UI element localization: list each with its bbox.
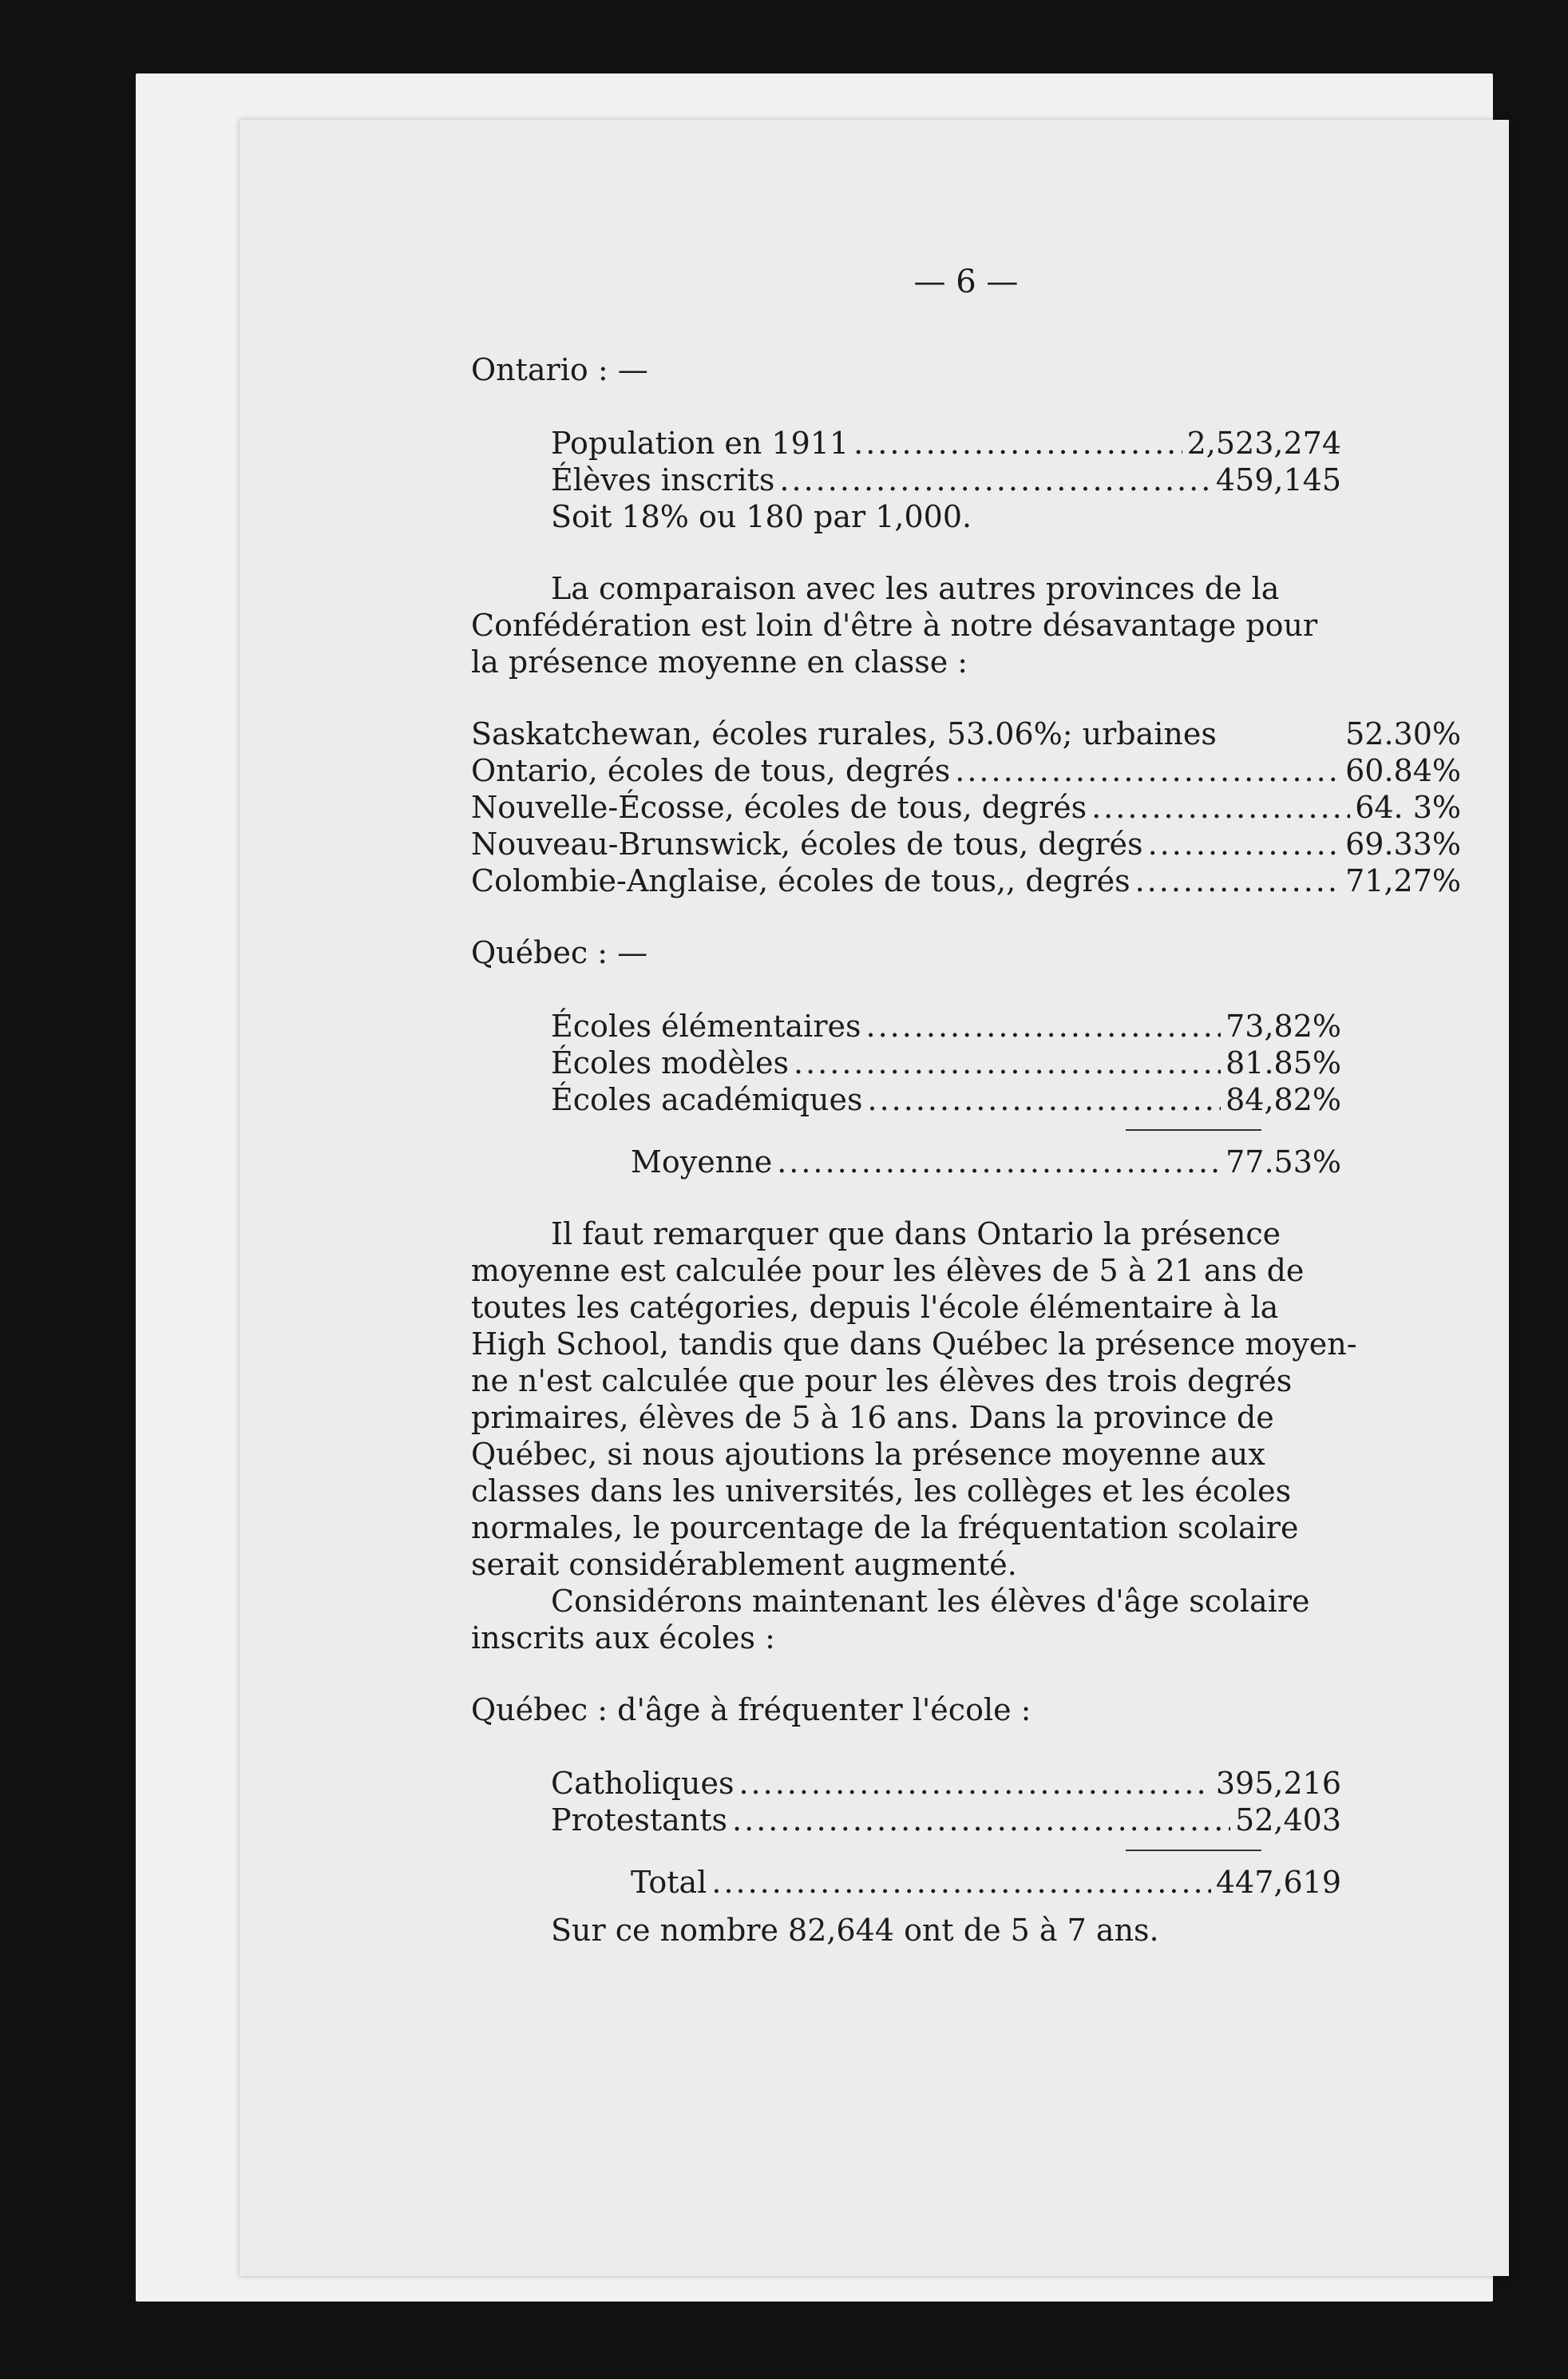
province-row [471,752,1461,789]
average-label: Moyenne [631,1144,773,1180]
dot-leader [1135,862,1341,899]
comparison-line: La comparaison avec les autres provinces de la [551,571,1280,606]
province-row [471,789,1461,826]
province-label: Saskatchewan, écoles rurales, 53.06%; urbaines [471,716,1217,751]
religion-row [551,1802,1341,1838]
consider-paragraph [471,1583,1461,1656]
religion-value: 52,403 [1235,1802,1341,1838]
age-note: Sur ce nombre 82,644 ont de 5 à 7 ans. [551,1913,1159,1948]
province-row [471,862,1461,899]
school-value: 73,82% [1225,1009,1341,1044]
dot-leader [868,1081,1222,1118]
province-value: 52.30% [1345,716,1461,751]
comparison-line: Confédération est loin d'être à notre désavantage pour [471,608,1318,643]
remark-paragraph [471,1215,1461,1583]
religion-value: 395,216 [1215,1766,1341,1801]
school-label: Écoles modèles [551,1045,789,1080]
dot-leader [865,1008,1221,1045]
province-value: 69.33% [1345,827,1461,862]
province-label: Nouveau-Brunswick, écoles de tous, degrés [471,827,1143,862]
school-value: 81.85% [1225,1045,1341,1080]
remark-line: High School, tandis que dans Québec la présence moyen- [471,1326,1357,1362]
dot-leader [711,1864,1211,1901]
comparison-line: la présence moyenne en classe : [471,644,968,680]
dot-leader [794,1045,1221,1081]
province-label: Colombie-Anglaise, écoles de tous,, degrés [471,863,1130,898]
page-number: — 6 — [913,264,1019,300]
province-row [471,716,1461,752]
province-value: 64. 3% [1355,790,1461,825]
quebec-age-heading: Québec : d'âge à fréquenter l'école : [471,1692,1031,1727]
population-value: 2,523,274 [1186,426,1341,461]
total-label: Total [631,1865,707,1900]
dot-leader [955,752,1340,789]
page-content [471,264,1461,1949]
remark-line: toutes les catégories, depuis l'école élémentaire à la [471,1290,1279,1325]
dot-leader [1148,826,1341,862]
school-row [551,1045,1341,1081]
ontario-stats [471,425,1461,535]
dot-leader [738,1765,1210,1802]
school-label: Écoles académiques [551,1082,863,1117]
eleves-value: 459,145 [1215,462,1341,498]
religion-label: Protestants [551,1802,728,1838]
sum-rule [1126,1850,1261,1851]
total-row [551,1864,1341,1901]
quebec-age-stats [471,1765,1461,1838]
remark-line: ne n'est calculée que pour les élèves des trois degrés [471,1363,1293,1398]
quebec-age-total [471,1864,1461,1949]
eleves-row [551,462,1341,498]
dot-leader [779,462,1210,498]
ontario-ratio: Soit 18% ou 180 par 1,000. [551,499,972,534]
dot-leader [1091,789,1350,826]
school-row [551,1081,1341,1118]
population-row [551,425,1341,462]
sum-rule [1126,1129,1261,1131]
average-value: 77.53% [1225,1144,1341,1180]
quebec-schools [471,1008,1461,1118]
total-value: 447,619 [1215,1865,1341,1900]
school-row [551,1008,1341,1045]
consider-line: Considérons maintenant les élèves d'âge scolaire [551,1584,1310,1619]
dot-leader [853,425,1182,462]
province-value: 60.84% [1345,753,1461,788]
eleves-label: Élèves inscrits [551,462,775,498]
dot-leader [732,1802,1230,1838]
ontario-heading: Ontario : — [471,352,648,387]
average-row [551,1144,1341,1180]
province-value: 71,27% [1345,863,1461,898]
province-label: Ontario, écoles de tous, degrés [471,753,951,788]
remark-line: normales, le pourcentage de la fréquentation scolaire [471,1510,1299,1545]
religion-label: Catholiques [551,1766,735,1801]
province-label: Nouvelle-Écosse, écoles de tous, degrés [471,790,1087,825]
comparison-paragraph [471,570,1461,680]
remark-line: primaires, élèves de 5 à 16 ans. Dans la province de [471,1400,1274,1435]
province-row [471,826,1461,862]
consider-line: inscrits aux écoles : [471,1620,775,1655]
dot-leader [777,1144,1221,1180]
remark-line: Québec, si nous ajoutions la présence moyenne aux [471,1437,1265,1472]
remark-line: Il faut remarquer que dans Ontario la présence [551,1216,1281,1251]
religion-row [551,1765,1341,1802]
school-label: Écoles élémentaires [551,1009,861,1044]
school-value: 84,82% [1225,1082,1341,1117]
provinces-list [471,716,1461,899]
remark-line: serait considérablement augmenté. [471,1547,1017,1582]
quebec-average [471,1144,1461,1180]
remark-line: moyenne est calculée pour les élèves de 5 à 21 ans de [471,1253,1305,1288]
population-label: Population en 1911 [551,426,849,461]
quebec-heading: Québec : — [471,935,648,970]
remark-line: classes dans les universités, les collèges et les écoles [471,1473,1292,1509]
